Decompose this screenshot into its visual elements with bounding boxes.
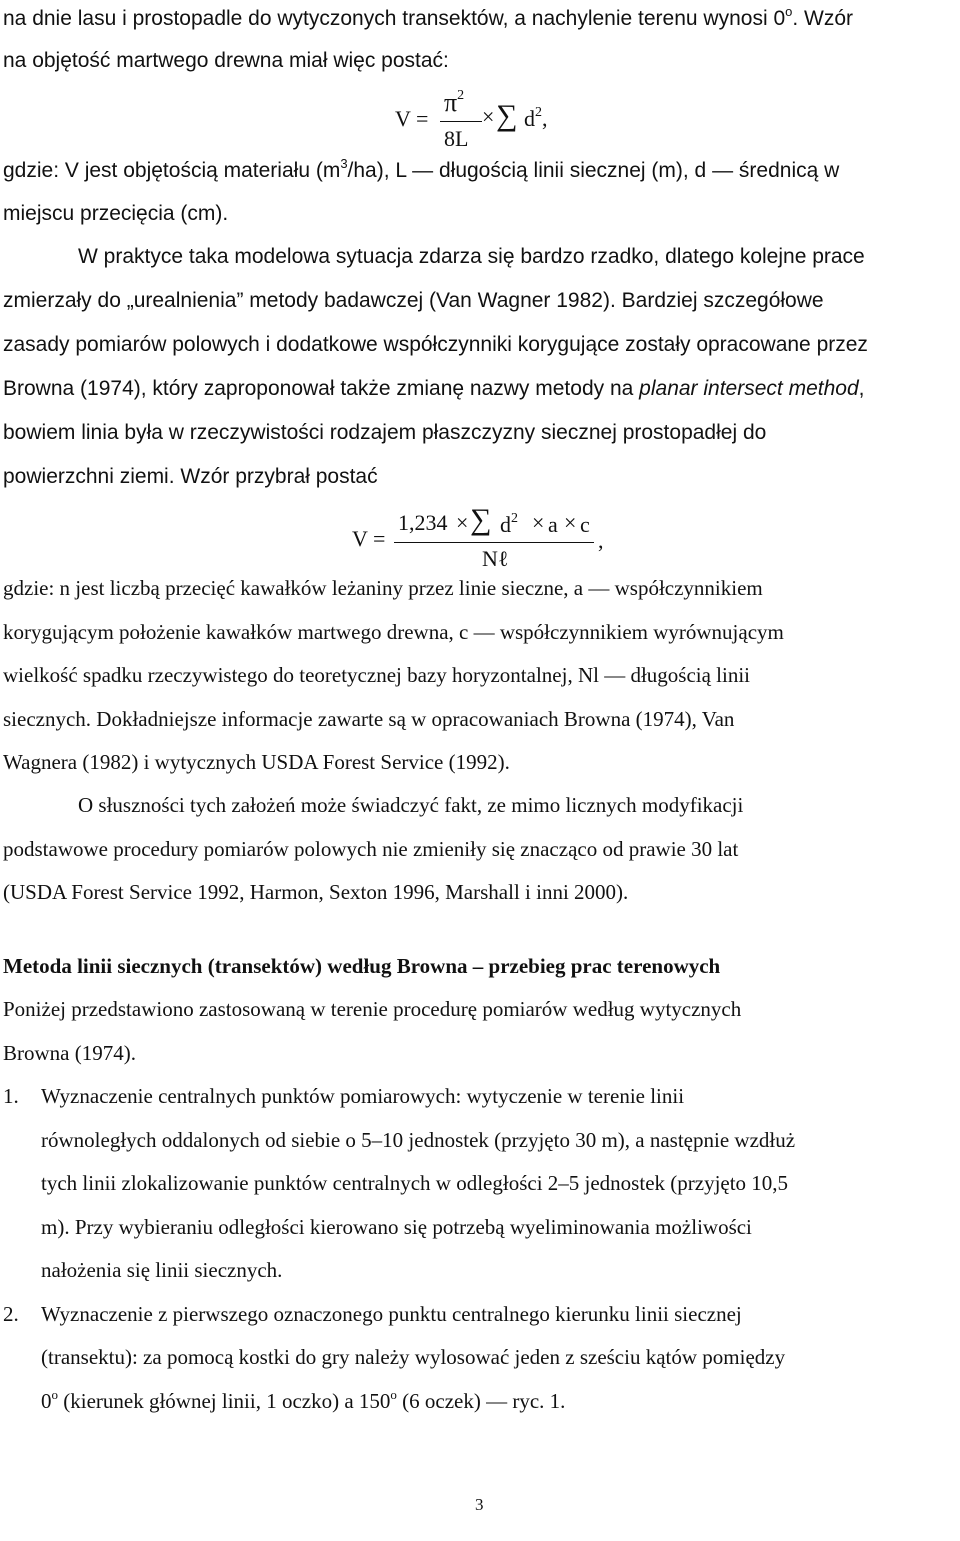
paragraph-line: bowiem linia była w rzeczywistości rodzajem płaszczyzny siecznej prostopadłej do [3, 421, 767, 444]
page-number: 3 [475, 1495, 484, 1514]
eq2-fraction-bar [394, 542, 594, 543]
paragraph-line: Browna (1974). [3, 1041, 136, 1065]
eq1-fraction-bar [440, 121, 482, 122]
list-item-line: (transektu): za pomocą kostki do gry należy wylosować jeden z sześciu kątów pomiędzy [41, 1345, 786, 1369]
paragraph-line: podstawowe procedury pomiarów polowych nie zmieniły się znacząco od prawie 30 lat [3, 837, 739, 861]
eq2-times-2: × [532, 510, 545, 535]
paragraph-line: Browna (1974), który zaproponował także zmianę nazwy metody na planar intersect method, [3, 377, 865, 400]
eq2-tail: , [598, 528, 604, 553]
paragraph-line: (USDA Forest Service 1992, Harmon, Sexton 1996, Marshall i inni 2000). [3, 880, 629, 904]
list-item-number: 1. [3, 1084, 19, 1108]
paragraph-line: siecznych. Dokładniejsze informacje zawarte są w opracowaniach Browna (1974), Van [3, 707, 735, 731]
eq2-a: a [548, 512, 558, 537]
eq1-times: × [482, 104, 495, 129]
paragraph-line: Wagnera (1982) i wytycznych USDA Forest Service (1992). [3, 750, 510, 774]
eq2-denominator: Nℓ [482, 546, 509, 571]
list-item-line: tych linii zlokalizowanie punktów centralnych w odległości 2–5 jednostek (przyjęto 10,5 [41, 1171, 789, 1195]
eq2-c: c [580, 512, 590, 537]
paragraph-line: gdzie: n jest liczbą przecięć kawałków leżaniny przez linie sieczne, a — współczynnikiem [3, 576, 763, 600]
paragraph-line: na objętość martwego drewna miał więc postać: [3, 49, 449, 72]
paragraph-line: miejscu przecięcia (cm). [3, 202, 229, 225]
list-item-line: nałożenia się linii siecznych. [41, 1258, 283, 1282]
eq2-times-1: × [456, 510, 469, 535]
paragraph-line: W praktyce taka modelowa sytuacja zdarza się bardzo rzadko, dlatego kolejne prace [78, 245, 865, 268]
paragraph-line: wielkość spadku rzeczywistego do teoretycznej bazy horyzontalnej, Nl — długością linii [3, 663, 751, 687]
eq1-variable: $d^2$, [524, 105, 548, 131]
sum-icon: ∑ [496, 99, 518, 132]
section-heading: Metoda linii siecznych (transektów) według Browna – przebieg prac terenowych [3, 954, 721, 978]
eq1-denominator: 8L [444, 126, 469, 151]
list-item-line: równoległych oddalonych od siebie o 5–10 jednostek (przyjęto 30 m), a następnie wzdłuż [41, 1128, 796, 1152]
list-item-line: 0$^o$ (kierunek głównej linii, 1 oczko) a 150$^o$ (6 oczek) — ryc. 1. [41, 1387, 566, 1413]
paragraph-line: powierzchni ziemi. Wzór przybrał postać [3, 465, 378, 488]
sum-icon: ∑ [470, 503, 492, 536]
eq2-variable: $d^2$ [500, 511, 518, 537]
list-item-line: Wyznaczenie centralnych punktów pomiarowych: wytyczenie w terenie linii [41, 1084, 685, 1108]
eq1-numerator: $\pi^2$ [444, 88, 465, 117]
paragraph-line: zasady pomiarów polowych i dodatkowe współczynniki korygujące zostały opracowane przez [3, 333, 868, 356]
paragraph-line: na dnie lasu i prostopadle do wytyczonych transektów, a nachylenie terenu wynosi 0$^o$. Wzór [3, 4, 854, 30]
eq2-coef: 1,234 [398, 510, 448, 535]
paragraph-line: zmierzały do „urealnienia” metody badawczej (Van Wagner 1982). Bardziej szczegółowe [3, 289, 824, 312]
eq2-lhs: V = [352, 526, 386, 551]
eq1-lhs: V = [395, 106, 429, 131]
paragraph-line: Poniżej przedstawiono zastosowaną w terenie procedurę pomiarów według wytycznych [3, 997, 742, 1021]
list-item-number: 2. [3, 1302, 19, 1326]
paragraph-line: korygującym położenie kawałków martwego drewna, c — współczynnikiem wyrównującym [3, 620, 784, 644]
paragraph-line: O słuszności tych założeń może świadczyć fakt, ze mimo licznych modyfikacji [78, 793, 744, 817]
paragraph-line: gdzie: V jest objętością materiału $(m^3/ha)$, L — długością linii siecznej (m), d — średnicą w [3, 156, 840, 182]
list-item-line: m). Przy wybieraniu odległości kierowano się potrzebą wyeliminowania możliwości [41, 1215, 752, 1239]
list-item-line: Wyznaczenie z pierwszego oznaczonego punktu centralnego kierunku linii siecznej [41, 1302, 742, 1326]
eq2-times-3: × [564, 510, 577, 535]
